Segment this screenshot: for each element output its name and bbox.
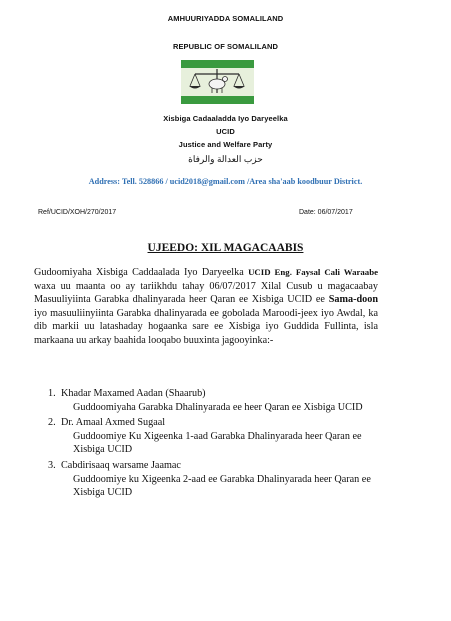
body-text-2: waxa uu maanta oo ay tariikhdu tahay 06/07/2017 Xilal Cusub u magacaabay Masuuliyiinta Garabka dhalinyarada heer Qaran ee Xisbiga UCID ee (34, 280, 378, 306)
body-text-3: iyo masuuliinyiinta Garabka dhalinyarada ee gobolada Maroodi-jeex iyo Awdal, ka dib markii uu latashaday hogaanka sare ee Xisbiga iyo Guddida Fullinta, isla markaana uu arkay baahida looqabo buuxinta jagooyinka:- (34, 307, 378, 346)
appointee-position: Guddoomiye ku Xigeenka 2-aad ee Garabka Dhalinyarada heer Qaran ee Xisbiga UCID (73, 473, 371, 499)
address-line: Address: Tell. 528866 / ucid2018@gmail.com /Area sha'aab koodbuur District. (88, 177, 363, 186)
subject-heading: UJEEDO: XIL MAGACAABIS (147, 242, 304, 254)
party-logo (181, 60, 254, 104)
body-text-1: Gudoomiyaha Xisbiga Caddaalada Iyo Daryeelka (34, 267, 249, 278)
appointee-position: Guddoomiyaha Garabka Dhalinyarada ee heer Qaran ee Xisbiga UCID (73, 401, 363, 413)
party-name-english: Justice and Welfare Party (178, 140, 273, 149)
chairman-name: UCID Eng. Faysal Cali Waraabe (248, 267, 378, 277)
body-paragraph (34, 266, 378, 348)
scales-and-animal-icon (181, 60, 254, 104)
appointee-list (48, 387, 378, 502)
list-item-number: 1. (48, 388, 56, 399)
appointee-name: Dr. Amaal Axmed Sugaal (61, 417, 166, 429)
country-name-english: REPUBLIC OF SOMALILAND (172, 42, 279, 51)
appointee-position: Guddoomiye Ku Xigeenka 1-aad Garabka Dhalinyarada heer Qaran ee Xisbiga UCID (73, 430, 362, 456)
list-item-number: 2. (48, 417, 56, 429)
list-item-number: 3. (48, 459, 56, 471)
party-name-arabic: حزب العدالة والرفاة (188, 154, 263, 164)
list-item (48, 459, 378, 500)
appointee-name: Khadar Maxamed Aadan (Shaarub) (61, 388, 206, 399)
list-item (48, 416, 378, 457)
appointee-name: Cabdirisaaq warsame Jaamac (61, 459, 181, 471)
party-abbreviation: UCID (216, 127, 235, 136)
sama-doon-name: Sama-doon (328, 294, 378, 306)
country-name-somali: AMHUURIYADDA SOMALILAND (167, 14, 284, 23)
letter-date: Date: 06/07/2017 (299, 209, 353, 216)
reference-number: Ref/UCID/XOH/270/2017 (38, 209, 117, 216)
list-item (48, 387, 378, 414)
party-name-somali: Xisbiga Cadaaladda Iyo Daryeelka (163, 114, 288, 123)
